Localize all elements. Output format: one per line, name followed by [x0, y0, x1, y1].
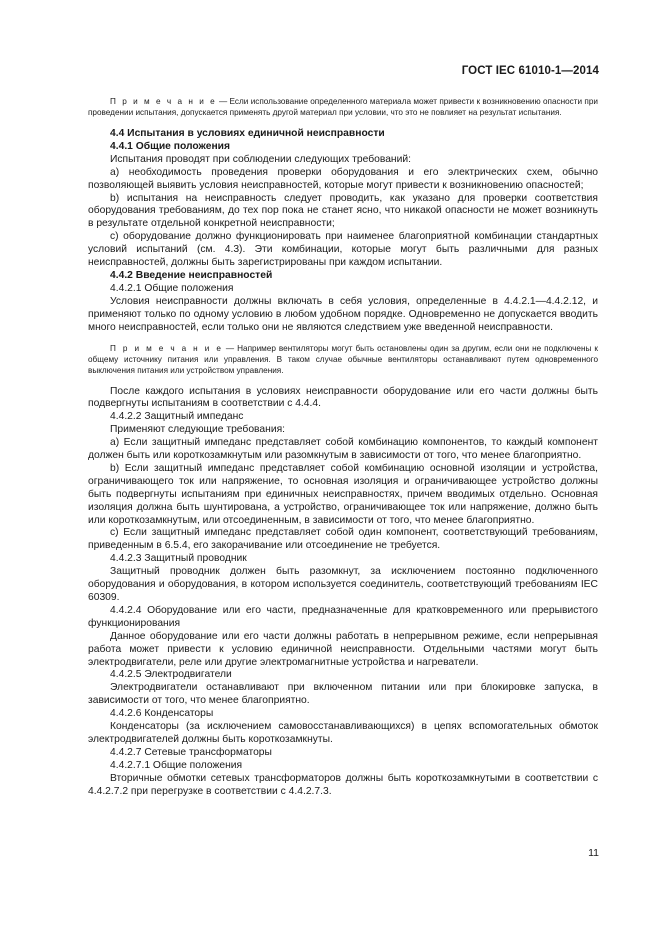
section-4-4-2-5-title: 4.4.2.5 Электродвигатели — [110, 669, 232, 681]
section-4-4-2-4-text: Данное оборудование или его части должны работать в непрерывном режиме, если непрерывная работа может привести к условию единичной неисправности. Отдельными частями могут быть электродвигатели, реле или другие электромагнитные устройства и нагреватели. — [88, 630, 598, 668]
after-note-text: После каждого испытания в условиях неисправности оборудование или его части должны быть подвергнуты испытаниям в соответствии с 4.4.4. — [88, 385, 598, 410]
section-4-4-2-7-1-title: 4.4.2.7.1 Общие положения — [110, 759, 243, 771]
section-4-4-2-4-title: 4.4.2.4 Оборудование или его части, предназначенные для кратковременного или прерывистого функционирования — [88, 604, 598, 629]
section-4-4-1-intro: Испытания проводят при соблюдении следующих требований: — [110, 153, 411, 165]
section-4-4-2-2-item-c: с) Если защитный импеданс представляет собой один компонент, соответствующий требованиям, приведенным в 6.5.4, его закорачивание или отсоединение не требуется. — [88, 527, 598, 552]
section-4-4-2-5-text: Электродвигатели останавливают при включенном питании или при блокировке запуска, в зависимости от того, что менее благоприятно. — [88, 682, 598, 707]
section-4-4-2-2-intro: Применяют следующие требования: — [110, 424, 286, 436]
section-4-4-2-1-text: Условия неисправности должны включать в себя условия, определенные в 4.4.2.1—4.4.2.12, и применяют только по одному условию в любом удобном порядке. Одновременно не допускается вводить много неисправностей, если только они не являются следствием уже введенной неисправности. — [88, 295, 598, 333]
section-4-4-2-2-title: 4.4.2.2 Защитный импеданс — [110, 411, 244, 423]
note-fans — [88, 343, 598, 376]
note-label: П р и м е ч а н и е — [110, 97, 217, 106]
section-4-4-title: 4.4 Испытания в условиях единичной неисправности — [110, 128, 385, 139]
section-4-4-2-6-title: 4.4.2.6 Конденсаторы — [110, 708, 214, 720]
section-4-4-1-item-a: а) необходимость проведения проверки оборудования и его электрических схем, обычно позволяющей выявить условия неисправностей, которые могут привести к возникновению опасностей; — [88, 166, 598, 191]
note-text: — Например вентиляторы могут быть остановлены один за другим, если они не подключены к общему источнику питания или управления. В таком случае обычные вентиляторы останавливают путем одновременного выключения питания или устройством управления. — [88, 343, 599, 375]
section-4-4-2-2-item-b: b) Если защитный импеданс представляет собой комбинацию основной изоляции и устройства, ограничивающего ток или напряжение, то основная изоляция и ограничивающее устройство должны быть подвергнуты испытаниям при единичных неисправностях, причем вводимых отдельно. Основная изоляция должна быть шунтирована, а устройство, ограничивающее ток или напряжение, должно быть или короткозамкнутым, или отсоединенным, в зависимости от того, что менее благоприятно. — [88, 462, 598, 526]
section-4-4-2-2-item-a: а) Если защитный импеданс представляет собой комбинацию компонентов, то каждый компонент должен быть или короткозамкнутым или разомкнутым в зависимости от того, что менее благоприятно. — [88, 437, 598, 462]
section-4-4-1-item-c: с) оборудование должно функционировать при наименее благоприятной комбинации стандартных условий испытаний (см. 4.3). Эти комбинации, которые могут быть различными для разных неисправностей, должны быть зарегистрированы при каждом испытании. — [88, 231, 598, 269]
page-number: 11 — [588, 847, 599, 859]
note-text: — Если использование определенного материала может привести к возникновению опасности при проведении испытания, допускается применять другой материал при условии, что это не повлияет на результат испытания. — [88, 97, 598, 117]
section-4-4-2-1-title: 4.4.2.1 Общие положения — [110, 282, 234, 294]
note-label: П р и м е ч а н и е — [110, 343, 223, 353]
section-4-4-2-3-title: 4.4.2.3 Защитный проводник — [110, 553, 247, 565]
section-4-4-1-item-b: b) испытания на неисправность следует проводить, как указано для проверки соответствия оборудования требованиям, до тех пор пока не станет ясно, что никакой опасности не может возникнуть в результате отдельной конкретной неисправности; — [88, 192, 598, 230]
standard-header: ГОСТ IEC 61010-1—2014 — [461, 65, 599, 77]
section-4-4-2-6-text: Конденсаторы (за исключением самовосстанавливающихся) в цепях вспомогательных обмоток электродвигателей должны быть короткозамкнуты. — [88, 721, 598, 745]
section-4-4-1-title: 4.4.1 Общие положения — [110, 140, 230, 152]
section-4-4-2-7-1-text: Вторичные обмотки сетевых трансформаторов должны быть короткозамкнутыми в соответствии с 4.4.2.7.2 при перегрузке в соответствии с 4.4.2.7.3. — [88, 772, 598, 797]
section-4-4-2-3-text: Защитный проводник должен быть разомкнут, за исключением постоянно подключенного оборудования и оборудования, в котором используется соединитель, соответствующий требованиям IEC 60309. — [88, 566, 598, 603]
section-4-4-2-title: 4.4.2 Введение неисправностей — [110, 269, 273, 281]
note-material — [88, 96, 598, 118]
section-4-4-2-7-title: 4.4.2.7 Сетевые трансформаторы — [110, 746, 272, 758]
page-content — [88, 94, 598, 799]
